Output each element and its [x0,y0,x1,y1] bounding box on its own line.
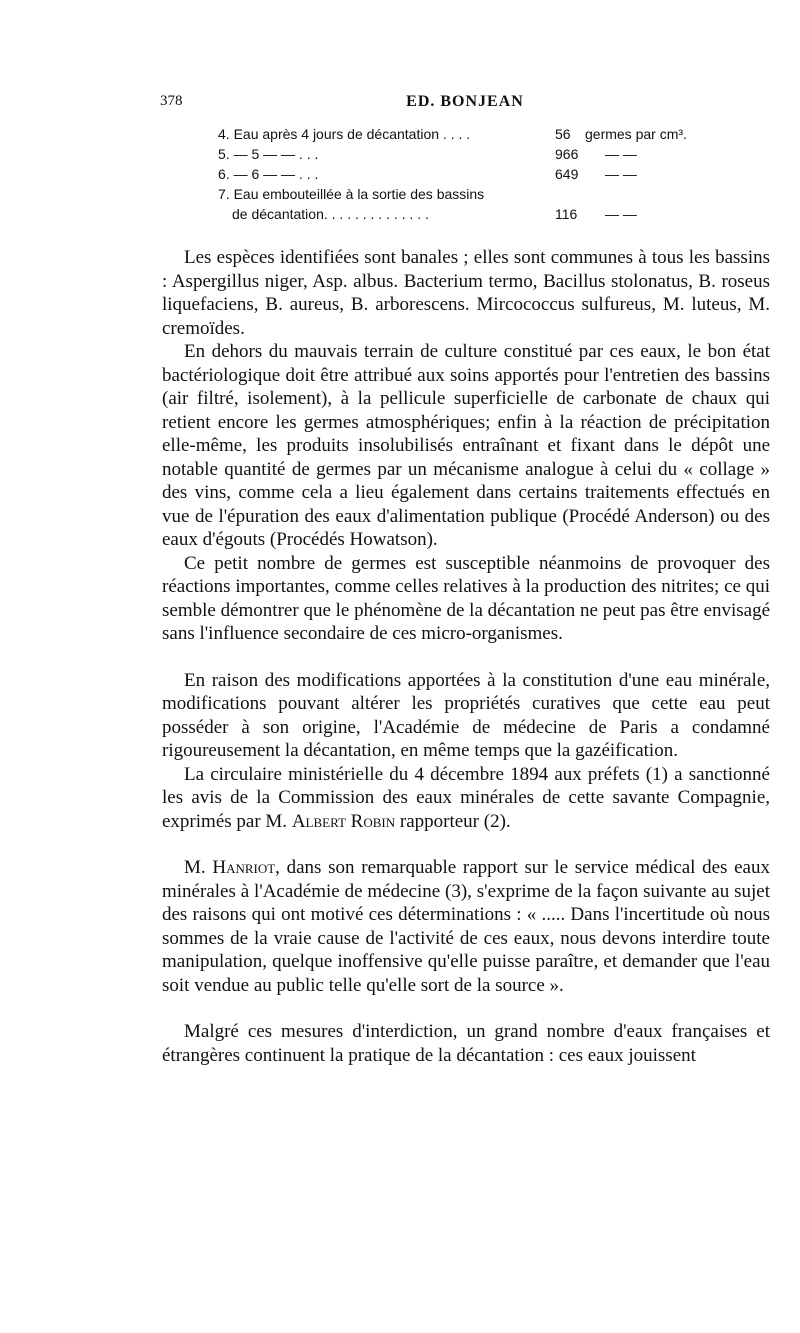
table-row [218,186,778,206]
row-unit: — — [605,146,637,162]
author-name: Albert Robin [291,810,396,832]
row-label: de décantation. . . . . . . . . . . . . . [232,206,429,222]
row-label: 5. — 5 — — . . . [218,146,319,162]
body-text [162,246,770,1067]
circular-text-end: rapporteur (2). [395,810,511,832]
row-label: 4. Eau après 4 jours de décantation . . . . [218,126,471,142]
paragraph-continued-practice: Malgré ces mesures d'interdiction, un grand nombre d'eaux françaises et étrangères continuent la pratique de la décantation : ces eaux jouissent [162,1021,770,1066]
row-unit: — — [605,206,637,222]
paragraph-hanriot-report [162,856,770,997]
row-value: 56 [555,126,571,142]
row-unit: — — [605,166,637,182]
paragraph-ministerial-circular [162,763,770,834]
report-intro: M. [184,857,213,878]
row-label: 7. Eau embouteillée à la sortie des bassins [218,186,485,202]
page-number: 378 [160,93,183,109]
row-label: 6. — 6 — — . . . [218,166,319,182]
table-row [218,206,778,226]
circular-text: La circulaire ministérielle du 4 décembre 1894 aux préfets (1) a sanctionné les avis de la Commission des eaux minérales de cette savante Compagnie, exprimés par M. [162,763,770,832]
paragraph-species: Les espèces identifiées sont banales ; elles sont communes à tous les bassins : Aspergillus niger, Asp. albus. Bacterium termo, Bacillus stolonatus, B. roseus liquefaciens, B. aureus, B. arborescens. Mircococcus sulfureus, M. luteus, M. cremoïdes. [162,247,770,339]
germ-count-table [218,126,778,226]
page-header [160,93,770,117]
report-text: , dans son remarquable rapport sur le service médical des eaux minérales à l'Académie de médecine (3), s'exprime de la façon suivante au sujet des raisons qui ont motivé ces déterminations : « ..... Dans l'incertitude où nous sommes de la vraie cause de l'activité de ces eaux, nous devons interdire toute manipulation, quelque inoffensive qu'elle puisse paraître, et demander que l'eau soit vendue au public telle qu'elle sort de la source ». [162,857,770,996]
table-row [218,146,778,166]
row-value: 966 [555,146,579,162]
row-value: 649 [555,166,579,182]
author-name: Hanriot [212,857,276,878]
paragraph-academy-decision: En raison des modifications apportées à la constitution d'une eau minérale, modifications pouvant altérer les propriétés curatives que cette eau peut posséder à son origine, l'Académie de médecine de Paris a condamné rigoureusement la décantation, en même temps que la gazéification. [162,669,770,761]
running-head: ED. BONJEAN [406,93,524,110]
paragraph-germs-reactions: Ce petit nombre de germes est susceptible néanmoins de provoquer des réactions importantes, comme celles relatives à la production des nitrites; ce qui semble démontrer que le phénomène de la décantation ne peut pas être envisagé sans l'influence secondaire de ces micro-organismes. [162,552,770,644]
row-value: 116 [555,206,578,222]
table-row [218,126,778,146]
paragraph-bacteriological-state: En dehors du mauvais terrain de culture constitué par ces eaux, le bon état bactériologique doit être attribué aux soins apportés pour l'entretien des bassins (air filtré, isolement), à la pellicule superficielle de carbonate de chaux qui retient encore les germes atmosphériques; enfin à la réaction de précipitation elle-même, les produits insolubilisés entraînant et fixant dans le dépôt une notable quantité de germes par un mécanisme analogue à celui du « collage » des vins, comme cela a lieu également dans certains traitements effectués en vue de l'épuration des eaux d'alimentation publique (Procédé Anderson) ou des eaux d'égouts (Procédés Howatson). [162,341,770,550]
table-row [218,166,778,186]
row-unit: germes par cm³. [585,126,687,142]
